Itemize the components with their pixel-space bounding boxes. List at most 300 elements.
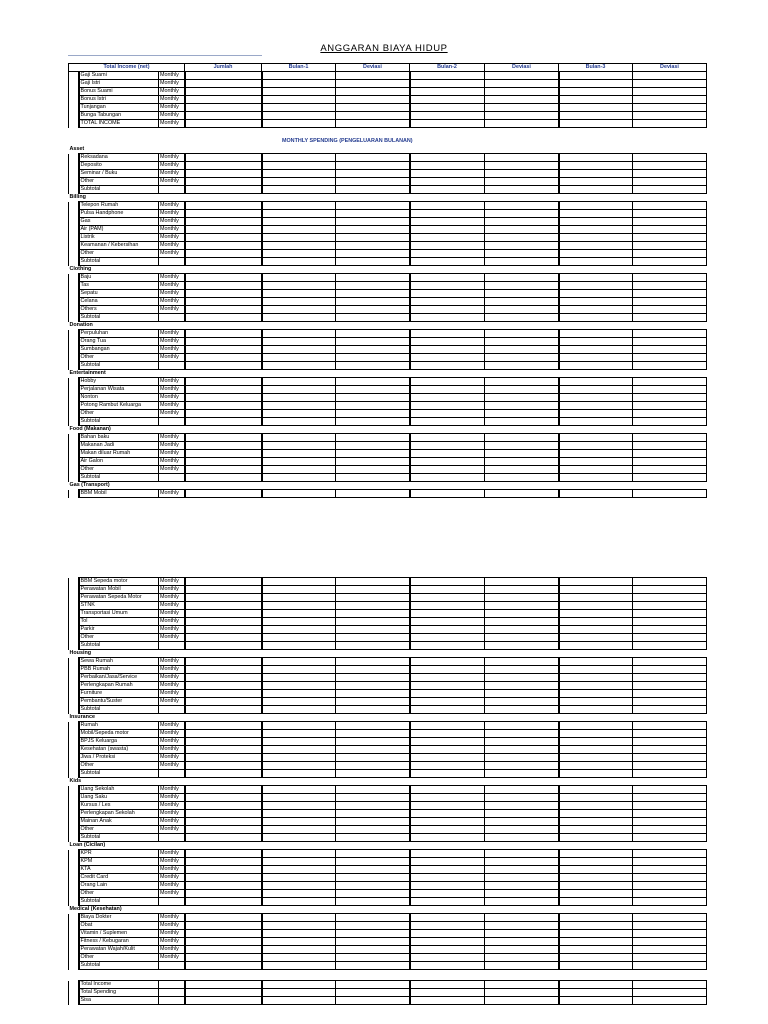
value-cell[interactable] [485, 866, 559, 874]
value-cell[interactable] [559, 202, 633, 210]
value-cell[interactable] [262, 754, 336, 762]
value-cell[interactable] [185, 826, 262, 834]
value-cell[interactable] [262, 104, 336, 112]
value-cell[interactable] [633, 226, 707, 234]
value-cell[interactable] [633, 866, 707, 874]
value-cell[interactable] [485, 362, 559, 370]
value-cell[interactable] [485, 914, 559, 922]
value-cell[interactable] [262, 874, 336, 882]
value-cell[interactable] [559, 602, 633, 610]
value-cell[interactable] [410, 586, 485, 594]
value-cell[interactable] [336, 794, 410, 802]
value-cell[interactable] [185, 989, 262, 997]
value-cell[interactable] [336, 722, 410, 730]
value-cell[interactable] [485, 874, 559, 882]
value-cell[interactable] [633, 282, 707, 290]
value-cell[interactable] [336, 162, 410, 170]
value-cell[interactable] [559, 898, 633, 906]
value-cell[interactable] [559, 642, 633, 650]
value-cell[interactable] [336, 274, 410, 282]
value-cell[interactable] [410, 298, 485, 306]
value-cell[interactable] [559, 80, 633, 88]
value-cell[interactable] [633, 154, 707, 162]
value-cell[interactable] [485, 234, 559, 242]
value-cell[interactable] [185, 858, 262, 866]
value-cell[interactable] [559, 306, 633, 314]
value-cell[interactable] [185, 306, 262, 314]
value-cell[interactable] [336, 362, 410, 370]
value-cell[interactable] [410, 818, 485, 826]
value-cell[interactable] [633, 834, 707, 842]
value-cell[interactable] [336, 850, 410, 858]
value-cell[interactable] [559, 578, 633, 586]
value-cell[interactable] [410, 981, 485, 989]
value-cell[interactable] [336, 282, 410, 290]
value-cell[interactable] [559, 474, 633, 482]
value-cell[interactable] [485, 989, 559, 997]
value-cell[interactable] [633, 298, 707, 306]
value-cell[interactable] [485, 402, 559, 410]
value-cell[interactable] [336, 962, 410, 970]
value-cell[interactable] [633, 120, 707, 128]
value-cell[interactable] [185, 274, 262, 282]
value-cell[interactable] [185, 290, 262, 298]
value-cell[interactable] [410, 962, 485, 970]
value-cell[interactable] [485, 786, 559, 794]
value-cell[interactable] [633, 762, 707, 770]
value-cell[interactable] [485, 690, 559, 698]
value-cell[interactable] [185, 88, 262, 96]
value-cell[interactable] [410, 874, 485, 882]
value-cell[interactable] [336, 866, 410, 874]
value-cell[interactable] [485, 314, 559, 322]
value-cell[interactable] [336, 210, 410, 218]
value-cell[interactable] [410, 762, 485, 770]
value-cell[interactable] [336, 786, 410, 794]
value-cell[interactable] [633, 96, 707, 104]
value-cell[interactable] [262, 810, 336, 818]
value-cell[interactable] [559, 410, 633, 418]
value-cell[interactable] [633, 586, 707, 594]
value-cell[interactable] [262, 378, 336, 386]
value-cell[interactable] [262, 850, 336, 858]
value-cell[interactable] [559, 666, 633, 674]
value-cell[interactable] [336, 954, 410, 962]
value-cell[interactable] [336, 154, 410, 162]
value-cell[interactable] [262, 738, 336, 746]
value-cell[interactable] [633, 634, 707, 642]
value-cell[interactable] [559, 762, 633, 770]
value-cell[interactable] [262, 410, 336, 418]
value-cell[interactable] [485, 954, 559, 962]
value-cell[interactable] [633, 690, 707, 698]
value-cell[interactable] [485, 330, 559, 338]
value-cell[interactable] [410, 658, 485, 666]
value-cell[interactable] [410, 954, 485, 962]
value-cell[interactable] [559, 770, 633, 778]
value-cell[interactable] [410, 450, 485, 458]
value-cell[interactable] [185, 410, 262, 418]
value-cell[interactable] [262, 618, 336, 626]
value-cell[interactable] [410, 466, 485, 474]
value-cell[interactable] [633, 954, 707, 962]
value-cell[interactable] [485, 442, 559, 450]
value-cell[interactable] [185, 234, 262, 242]
value-cell[interactable] [559, 450, 633, 458]
value-cell[interactable] [410, 866, 485, 874]
value-cell[interactable] [336, 674, 410, 682]
value-cell[interactable] [262, 162, 336, 170]
value-cell[interactable] [633, 938, 707, 946]
value-cell[interactable] [262, 698, 336, 706]
value-cell[interactable] [262, 226, 336, 234]
value-cell[interactable] [185, 786, 262, 794]
value-cell[interactable] [336, 818, 410, 826]
value-cell[interactable] [485, 202, 559, 210]
value-cell[interactable] [485, 610, 559, 618]
value-cell[interactable] [262, 610, 336, 618]
value-cell[interactable] [633, 770, 707, 778]
value-cell[interactable] [485, 88, 559, 96]
value-cell[interactable] [410, 938, 485, 946]
value-cell[interactable] [485, 642, 559, 650]
value-cell[interactable] [485, 826, 559, 834]
value-cell[interactable] [185, 962, 262, 970]
value-cell[interactable] [410, 354, 485, 362]
value-cell[interactable] [336, 602, 410, 610]
value-cell[interactable] [410, 210, 485, 218]
value-cell[interactable] [262, 274, 336, 282]
value-cell[interactable] [262, 120, 336, 128]
value-cell[interactable] [262, 330, 336, 338]
value-cell[interactable] [633, 250, 707, 258]
value-cell[interactable] [485, 466, 559, 474]
value-cell[interactable] [485, 770, 559, 778]
value-cell[interactable] [559, 586, 633, 594]
value-cell[interactable] [485, 474, 559, 482]
value-cell[interactable] [633, 474, 707, 482]
value-cell[interactable] [336, 354, 410, 362]
value-cell[interactable] [633, 930, 707, 938]
value-cell[interactable] [559, 866, 633, 874]
value-cell[interactable] [185, 922, 262, 930]
value-cell[interactable] [633, 274, 707, 282]
value-cell[interactable] [410, 738, 485, 746]
value-cell[interactable] [633, 258, 707, 266]
value-cell[interactable] [410, 338, 485, 346]
value-cell[interactable] [185, 112, 262, 120]
value-cell[interactable] [185, 474, 262, 482]
value-cell[interactable] [336, 930, 410, 938]
value-cell[interactable] [633, 490, 707, 498]
value-cell[interactable] [185, 602, 262, 610]
value-cell[interactable] [633, 290, 707, 298]
value-cell[interactable] [262, 989, 336, 997]
value-cell[interactable] [185, 850, 262, 858]
value-cell[interactable] [633, 730, 707, 738]
value-cell[interactable] [559, 250, 633, 258]
value-cell[interactable] [485, 666, 559, 674]
value-cell[interactable] [410, 706, 485, 714]
value-cell[interactable] [336, 922, 410, 930]
value-cell[interactable] [410, 610, 485, 618]
value-cell[interactable] [410, 914, 485, 922]
value-cell[interactable] [336, 706, 410, 714]
value-cell[interactable] [185, 210, 262, 218]
value-cell[interactable] [633, 786, 707, 794]
value-cell[interactable] [262, 666, 336, 674]
value-cell[interactable] [336, 298, 410, 306]
value-cell[interactable] [262, 466, 336, 474]
value-cell[interactable] [485, 274, 559, 282]
value-cell[interactable] [336, 642, 410, 650]
value-cell[interactable] [185, 882, 262, 890]
value-cell[interactable] [185, 314, 262, 322]
value-cell[interactable] [485, 112, 559, 120]
value-cell[interactable] [262, 730, 336, 738]
value-cell[interactable] [336, 802, 410, 810]
value-cell[interactable] [633, 890, 707, 898]
value-cell[interactable] [336, 738, 410, 746]
value-cell[interactable] [410, 226, 485, 234]
value-cell[interactable] [262, 258, 336, 266]
value-cell[interactable] [633, 826, 707, 834]
value-cell[interactable] [336, 626, 410, 634]
value-cell[interactable] [336, 874, 410, 882]
value-cell[interactable] [633, 410, 707, 418]
value-cell[interactable] [185, 754, 262, 762]
value-cell[interactable] [262, 218, 336, 226]
value-cell[interactable] [633, 162, 707, 170]
value-cell[interactable] [185, 610, 262, 618]
value-cell[interactable] [485, 706, 559, 714]
value-cell[interactable] [485, 434, 559, 442]
value-cell[interactable] [185, 170, 262, 178]
value-cell[interactable] [410, 88, 485, 96]
value-cell[interactable] [185, 890, 262, 898]
value-cell[interactable] [633, 378, 707, 386]
value-cell[interactable] [336, 690, 410, 698]
value-cell[interactable] [336, 346, 410, 354]
value-cell[interactable] [485, 170, 559, 178]
value-cell[interactable] [336, 914, 410, 922]
value-cell[interactable] [559, 402, 633, 410]
value-cell[interactable] [559, 682, 633, 690]
value-cell[interactable] [485, 946, 559, 954]
value-cell[interactable] [410, 162, 485, 170]
value-cell[interactable] [485, 882, 559, 890]
value-cell[interactable] [633, 202, 707, 210]
value-cell[interactable] [336, 754, 410, 762]
value-cell[interactable] [336, 890, 410, 898]
value-cell[interactable] [185, 594, 262, 602]
value-cell[interactable] [559, 120, 633, 128]
value-cell[interactable] [633, 72, 707, 80]
value-cell[interactable] [185, 298, 262, 306]
value-cell[interactable] [185, 242, 262, 250]
value-cell[interactable] [559, 242, 633, 250]
value-cell[interactable] [559, 346, 633, 354]
value-cell[interactable] [336, 898, 410, 906]
value-cell[interactable] [410, 306, 485, 314]
value-cell[interactable] [633, 682, 707, 690]
value-cell[interactable] [410, 674, 485, 682]
value-cell[interactable] [559, 72, 633, 80]
value-cell[interactable] [262, 658, 336, 666]
value-cell[interactable] [410, 120, 485, 128]
value-cell[interactable] [185, 794, 262, 802]
value-cell[interactable] [410, 170, 485, 178]
value-cell[interactable] [559, 818, 633, 826]
value-cell[interactable] [485, 754, 559, 762]
value-cell[interactable] [559, 738, 633, 746]
value-cell[interactable] [410, 72, 485, 80]
value-cell[interactable] [336, 378, 410, 386]
value-cell[interactable] [559, 258, 633, 266]
value-cell[interactable] [336, 634, 410, 642]
value-cell[interactable] [336, 218, 410, 226]
value-cell[interactable] [410, 258, 485, 266]
value-cell[interactable] [410, 154, 485, 162]
value-cell[interactable] [336, 242, 410, 250]
value-cell[interactable] [485, 962, 559, 970]
value-cell[interactable] [336, 938, 410, 946]
value-cell[interactable] [633, 104, 707, 112]
value-cell[interactable] [410, 810, 485, 818]
value-cell[interactable] [336, 586, 410, 594]
value-cell[interactable] [410, 850, 485, 858]
value-cell[interactable] [336, 578, 410, 586]
value-cell[interactable] [559, 458, 633, 466]
value-cell[interactable] [410, 290, 485, 298]
value-cell[interactable] [410, 858, 485, 866]
value-cell[interactable] [336, 394, 410, 402]
value-cell[interactable] [262, 786, 336, 794]
value-cell[interactable] [262, 96, 336, 104]
value-cell[interactable] [633, 178, 707, 186]
value-cell[interactable] [185, 674, 262, 682]
value-cell[interactable] [336, 490, 410, 498]
value-cell[interactable] [410, 746, 485, 754]
value-cell[interactable] [485, 890, 559, 898]
value-cell[interactable] [485, 242, 559, 250]
value-cell[interactable] [559, 754, 633, 762]
value-cell[interactable] [262, 386, 336, 394]
value-cell[interactable] [336, 186, 410, 194]
value-cell[interactable] [336, 746, 410, 754]
value-cell[interactable] [336, 458, 410, 466]
value-cell[interactable] [485, 450, 559, 458]
value-cell[interactable] [410, 104, 485, 112]
value-cell[interactable] [559, 610, 633, 618]
value-cell[interactable] [633, 698, 707, 706]
value-cell[interactable] [559, 802, 633, 810]
value-cell[interactable] [185, 394, 262, 402]
value-cell[interactable] [559, 690, 633, 698]
value-cell[interactable] [185, 730, 262, 738]
value-cell[interactable] [185, 250, 262, 258]
value-cell[interactable] [559, 234, 633, 242]
value-cell[interactable] [485, 618, 559, 626]
value-cell[interactable] [485, 834, 559, 842]
value-cell[interactable] [485, 626, 559, 634]
value-cell[interactable] [410, 274, 485, 282]
value-cell[interactable] [559, 210, 633, 218]
value-cell[interactable] [185, 802, 262, 810]
value-cell[interactable] [262, 178, 336, 186]
value-cell[interactable] [185, 202, 262, 210]
value-cell[interactable] [262, 394, 336, 402]
value-cell[interactable] [633, 794, 707, 802]
value-cell[interactable] [410, 682, 485, 690]
value-cell[interactable] [633, 898, 707, 906]
value-cell[interactable] [633, 466, 707, 474]
value-cell[interactable] [185, 490, 262, 498]
value-cell[interactable] [262, 682, 336, 690]
value-cell[interactable] [559, 298, 633, 306]
value-cell[interactable] [336, 338, 410, 346]
value-cell[interactable] [485, 922, 559, 930]
value-cell[interactable] [410, 394, 485, 402]
value-cell[interactable] [185, 346, 262, 354]
value-cell[interactable] [559, 834, 633, 842]
value-cell[interactable] [559, 810, 633, 818]
value-cell[interactable] [262, 762, 336, 770]
value-cell[interactable] [262, 890, 336, 898]
value-cell[interactable] [633, 234, 707, 242]
value-cell[interactable] [262, 674, 336, 682]
value-cell[interactable] [336, 698, 410, 706]
value-cell[interactable] [185, 658, 262, 666]
value-cell[interactable] [559, 314, 633, 322]
value-cell[interactable] [262, 290, 336, 298]
value-cell[interactable] [485, 762, 559, 770]
value-cell[interactable] [633, 80, 707, 88]
value-cell[interactable] [633, 578, 707, 586]
value-cell[interactable] [410, 770, 485, 778]
value-cell[interactable] [485, 682, 559, 690]
value-cell[interactable] [559, 922, 633, 930]
value-cell[interactable] [633, 242, 707, 250]
value-cell[interactable] [336, 682, 410, 690]
value-cell[interactable] [485, 818, 559, 826]
value-cell[interactable] [262, 770, 336, 778]
value-cell[interactable] [410, 410, 485, 418]
value-cell[interactable] [485, 282, 559, 290]
value-cell[interactable] [336, 418, 410, 426]
value-cell[interactable] [336, 226, 410, 234]
value-cell[interactable] [185, 104, 262, 112]
value-cell[interactable] [262, 202, 336, 210]
value-cell[interactable] [633, 754, 707, 762]
value-cell[interactable] [485, 96, 559, 104]
value-cell[interactable] [559, 282, 633, 290]
value-cell[interactable] [262, 154, 336, 162]
value-cell[interactable] [633, 658, 707, 666]
value-cell[interactable] [485, 930, 559, 938]
value-cell[interactable] [485, 981, 559, 989]
value-cell[interactable] [559, 850, 633, 858]
value-cell[interactable] [336, 386, 410, 394]
value-cell[interactable] [262, 434, 336, 442]
value-cell[interactable] [559, 362, 633, 370]
value-cell[interactable] [185, 442, 262, 450]
value-cell[interactable] [185, 338, 262, 346]
value-cell[interactable] [336, 170, 410, 178]
value-cell[interactable] [633, 818, 707, 826]
value-cell[interactable] [485, 258, 559, 266]
value-cell[interactable] [559, 338, 633, 346]
